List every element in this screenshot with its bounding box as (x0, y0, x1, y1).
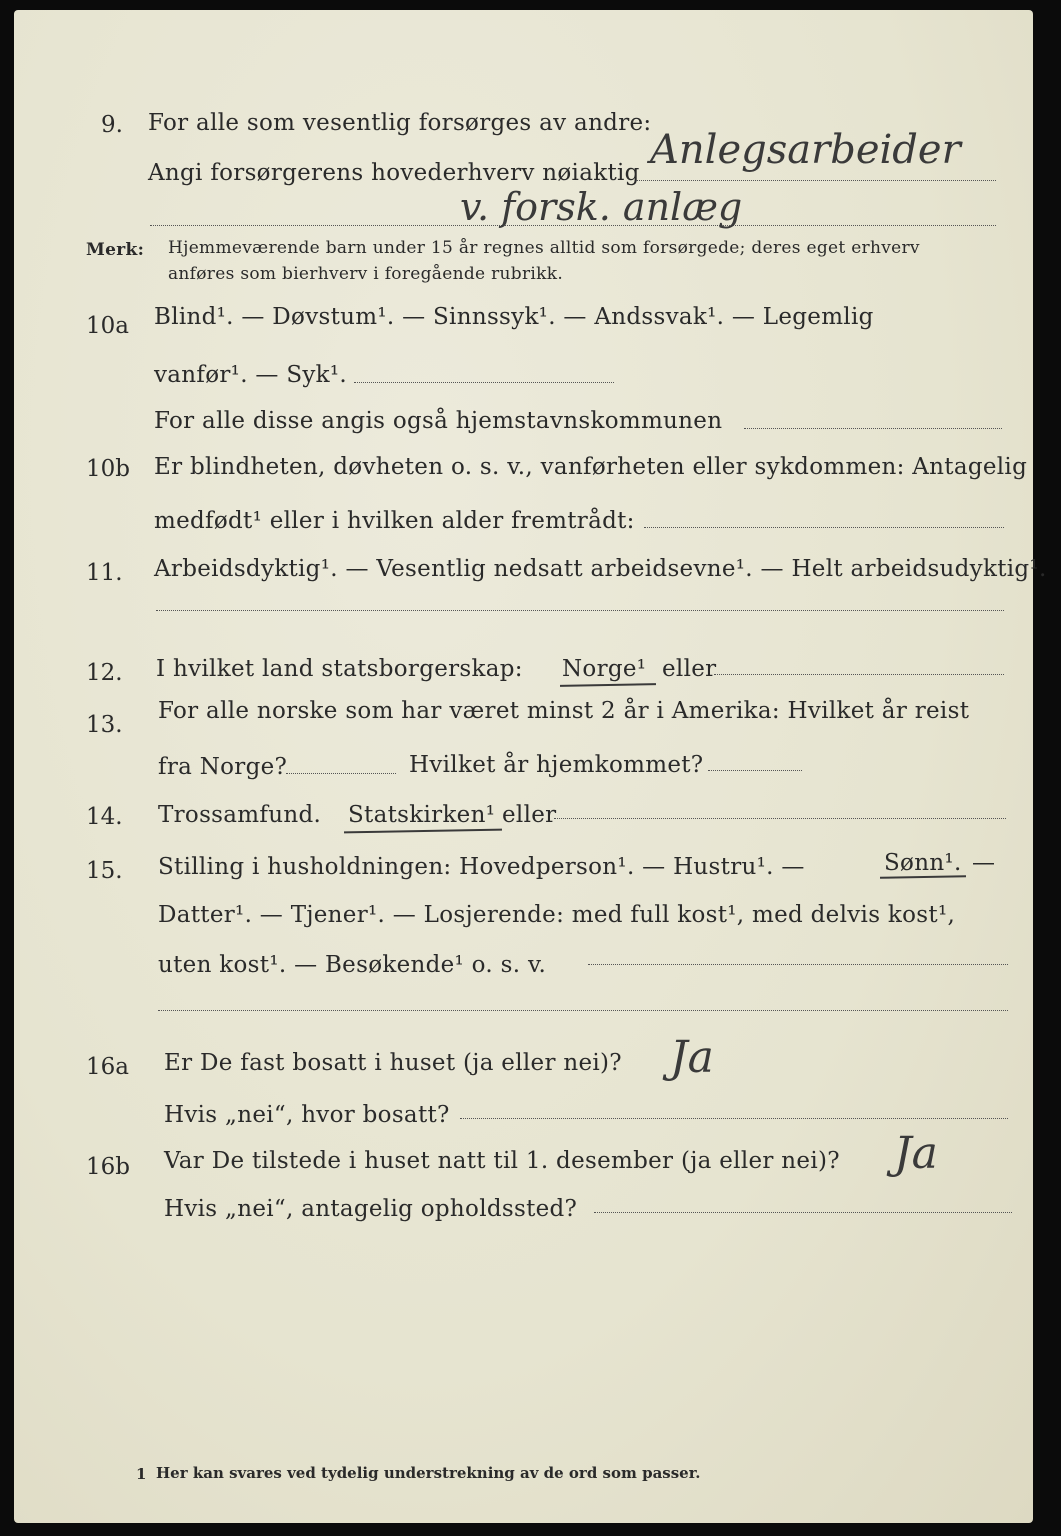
q16a-bosatt-line (460, 1118, 1008, 1119)
q10a-kommune-line (744, 428, 1002, 429)
footnote-mark: 1 (136, 1465, 147, 1483)
q14-eller: eller (502, 802, 557, 828)
q16b-handwritten-answer: Ja (894, 1128, 938, 1179)
q9-number: 9. (101, 112, 123, 138)
q15-line3: uten kost¹. — Besøkende¹ o. s. v. (158, 952, 547, 978)
q13-line2-a: fra Norge? (158, 754, 288, 780)
q16a-number: 16a (86, 1054, 129, 1080)
q13-line1: For alle norske som har været minst 2 år i Amerika: Hvilket år reist (158, 698, 970, 724)
q10a-line1: Blind¹. — Døvstum¹. — Sinnssyk¹. — Andssvak¹. — Legemlig (154, 304, 874, 330)
q12-line1-a: I hvilket land statsborgerskap: (156, 656, 523, 682)
q16b-line1: Var De tilstede i huset natt til 1. desember (ja eller nei)? (164, 1148, 840, 1174)
q14-number: 14. (86, 804, 123, 830)
q14-line1-a: Trossamfund. (158, 802, 322, 828)
q13-number: 13. (86, 712, 123, 738)
q12-answer-line (714, 674, 1004, 675)
q9-line2-label: Angi forsørgerens hovederhverv nøiaktig (148, 160, 640, 186)
q13-line2-b: Hvilket år hjemkommet? (409, 752, 704, 778)
q14-statskirken: Statskirken¹ (348, 802, 496, 828)
q14-statskirken-underline (344, 829, 502, 834)
q14-answer-line (554, 818, 1006, 819)
q11-number: 11. (86, 560, 123, 586)
q9-line1: For alle som vesentlig forsørges av andre: (148, 110, 652, 136)
q15-line2: Datter¹. — Tjener¹. — Losjerende: med full kost¹, med delvis kost¹, (158, 902, 956, 928)
q16b-line2: Hvis „nei“, antagelig opholdssted? (164, 1196, 578, 1222)
q9-handwritten-answer2: v. forsk. anlæg (460, 185, 743, 229)
q10a-number: 10a (86, 313, 129, 339)
q11-line1: Arbeidsdyktig¹. — Vesentlig nedsatt arbeidsevne¹. — Helt arbeidsudyktig¹. (154, 556, 1047, 582)
q9-handwritten-answer1: Anlegsarbeider (650, 127, 961, 173)
q15-line1-c: — (972, 850, 996, 876)
q15-number: 15. (86, 858, 123, 884)
q10b-line1: Er blindheten, døvheten o. s. v., vanførheten eller sykdommen: Antagelig (154, 454, 1028, 480)
q12-eller: eller (662, 656, 717, 682)
q15-line1-a: Stilling i husholdningen: Hovedperson¹. — Hustru¹. — (158, 854, 805, 880)
q16b-opholdssted-line (594, 1212, 1012, 1213)
q15-sonn: Sønn¹. (884, 850, 962, 876)
q9-answer-line1 (636, 180, 996, 181)
q16a-handwritten-answer: Ja (670, 1032, 714, 1083)
q16a-line2: Hvis „nei“, hvor bosatt? (164, 1102, 450, 1128)
census-form-sheet (14, 10, 1047, 1523)
q10a-syk-line (354, 382, 614, 383)
q13-reist-line (286, 773, 396, 774)
q10b-number: 10b (86, 456, 130, 482)
q10b-line2: medfødt¹ eller i hvilken alder fremtrådt: (154, 508, 635, 534)
q15-answer-line2 (158, 1010, 1008, 1011)
merk-line1: Hjemmeværende barn under 15 år regnes alltid som forsørgede; deres eget erhverv (168, 238, 920, 258)
q15-answer-line1 (588, 964, 1008, 965)
q13-hjemkommet-line (708, 770, 802, 771)
footnote-text: Her kan svares ved tydelig understrekning av de ord som passer. (156, 1464, 701, 1482)
q16a-line1: Er De fast bosatt i huset (ja eller nei)? (164, 1050, 622, 1076)
q12-norge: Norge¹ (562, 656, 647, 682)
merk-line2: anføres som bierhverv i foregående rubrikk. (168, 264, 564, 284)
q10a-line2: vanfør¹. — Syk¹. (154, 362, 348, 388)
q10a-line3: For alle disse angis også hjemstavnskommunen (154, 408, 723, 434)
q16b-number: 16b (86, 1154, 130, 1180)
q10b-alder-line (644, 527, 1004, 528)
q11-answer-line (156, 610, 1004, 611)
q12-number: 12. (86, 660, 123, 686)
q12-norge-underline (560, 683, 656, 687)
q15-sonn-underline (880, 875, 966, 879)
merk-label: Merk: (86, 240, 145, 260)
